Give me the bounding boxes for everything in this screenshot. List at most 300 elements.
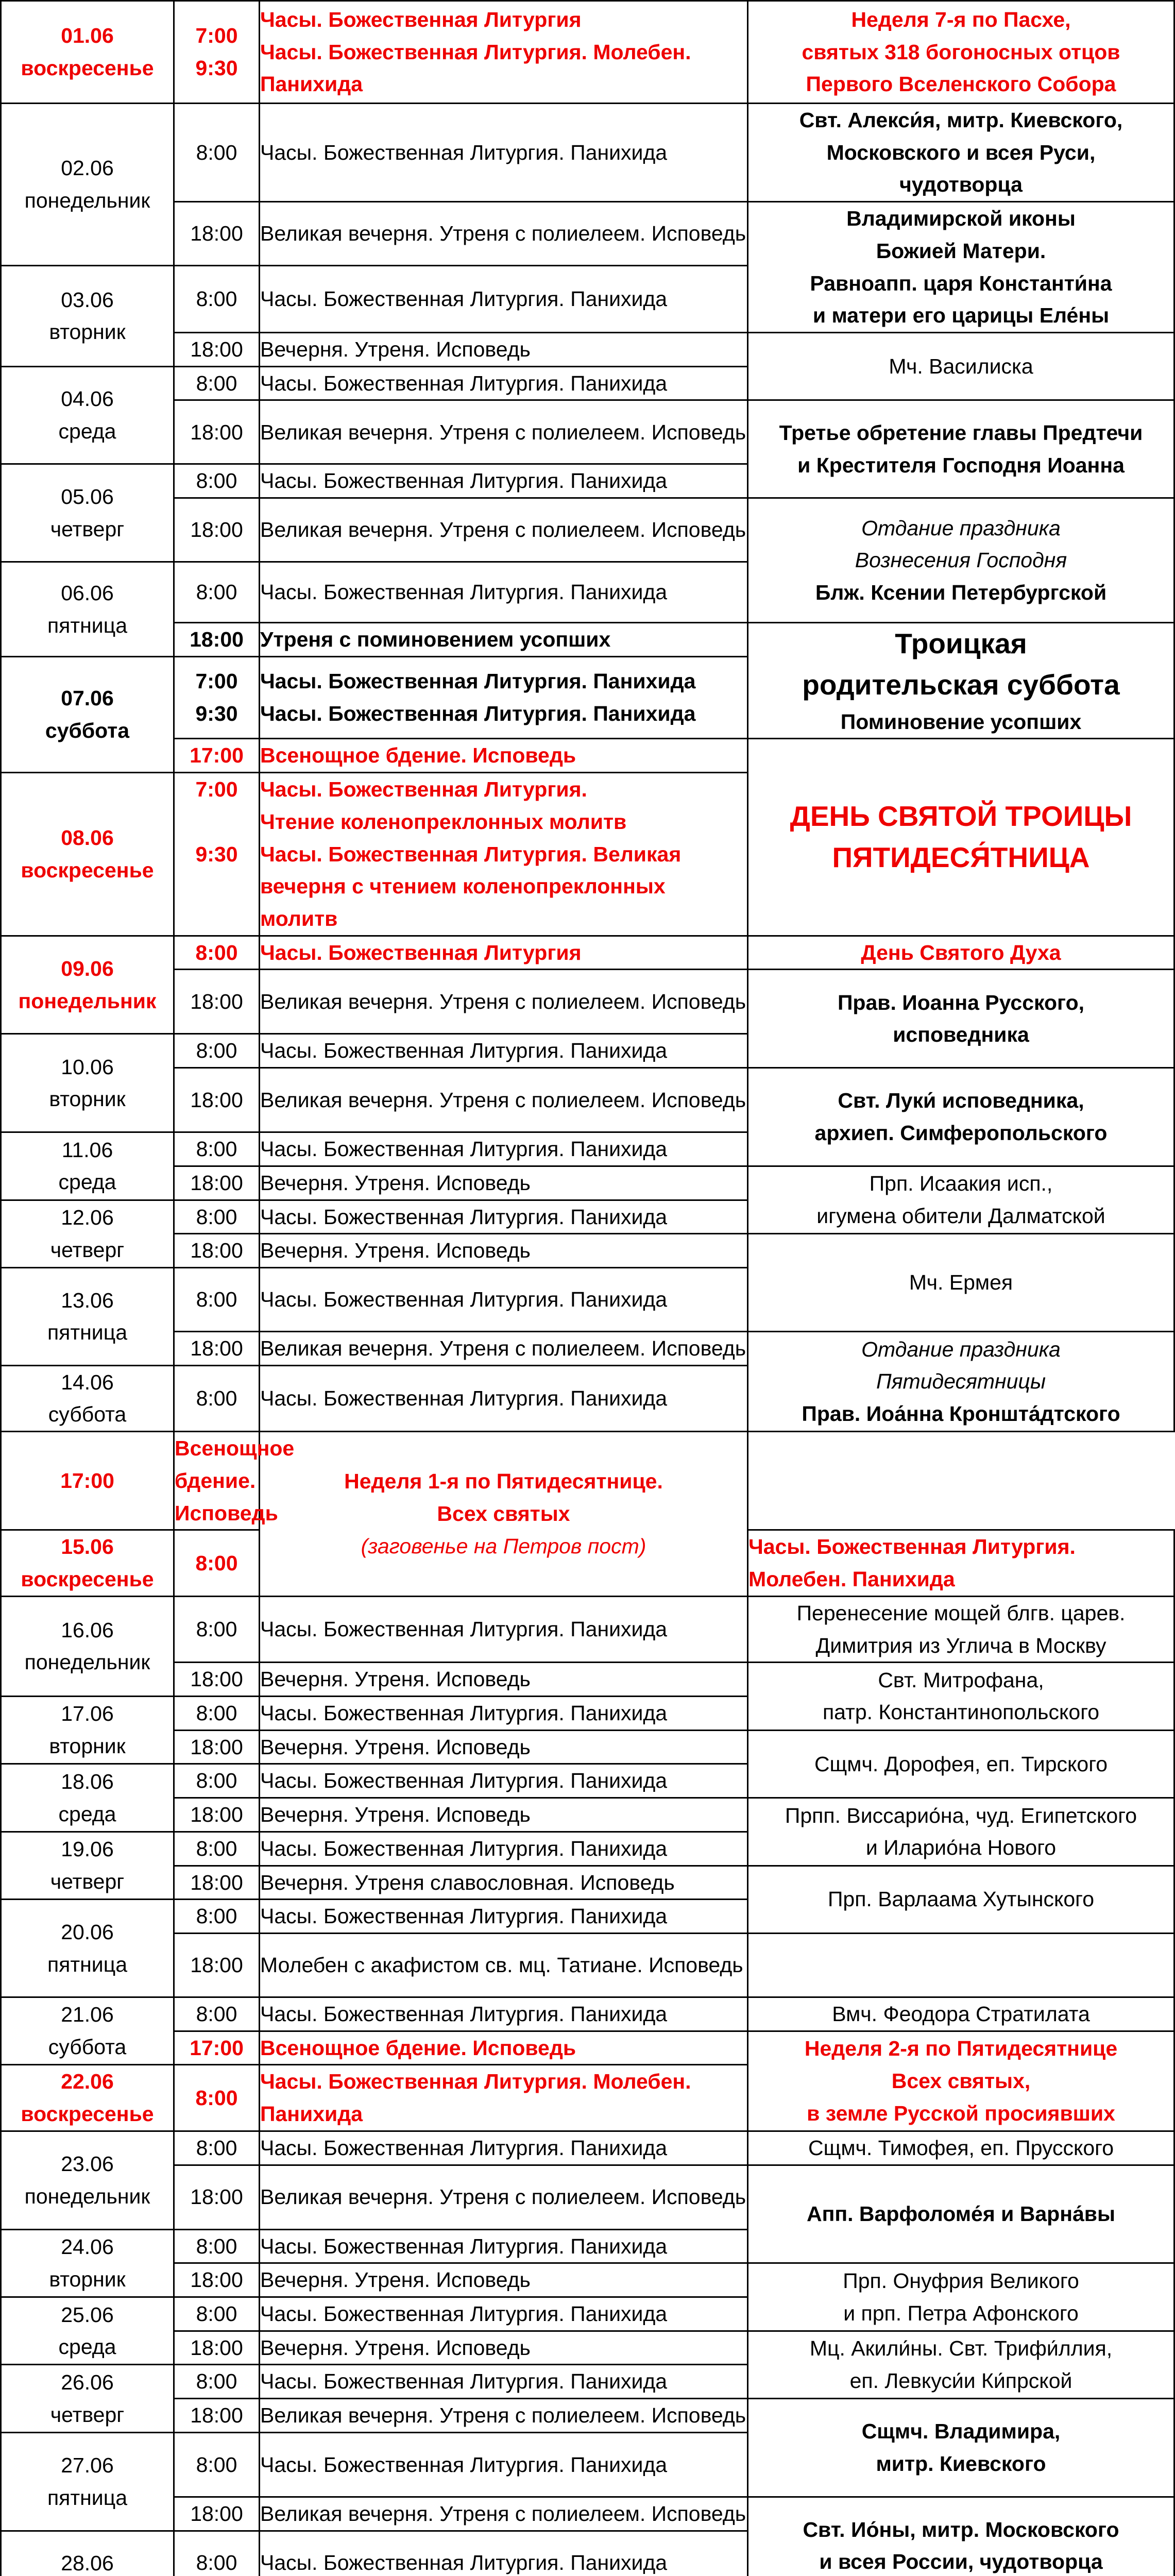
feast-cell [748, 104, 1174, 202]
service-cell [260, 1068, 748, 1132]
service-description: Часы. Божественная Литургия. Панихида [260, 665, 747, 698]
service-description: Часы. Божественная Литургия. Панихида [260, 576, 747, 608]
weekday-label: четверг [2, 1234, 173, 1266]
service-time: 8:00 [175, 2449, 259, 2481]
service-time: 18:00 [175, 416, 259, 449]
date-label: 15.06 [2, 1531, 173, 1563]
date-cell [1, 1832, 174, 1899]
feast-cell [260, 1432, 748, 1597]
service-time: 8:00 [175, 1998, 259, 2030]
service-cell [260, 1866, 748, 1900]
date-label: 26.06 [2, 2366, 173, 2399]
service-description: Великая вечерня. Утреня с полиелеем. Исповедь [260, 986, 747, 1018]
weekday-label: понедельник [2, 1646, 173, 1679]
service-cell [748, 1530, 1174, 1596]
feast-line: Прп. Онуфрия Великого [748, 2265, 1173, 2297]
service-time: 18:00 [175, 217, 259, 250]
time-cell [174, 656, 260, 739]
weekday-label: среда [2, 1798, 173, 1831]
date-label: 02.06 [2, 152, 173, 184]
feast-line: исповедника [748, 1019, 1173, 1051]
date-cell [1, 266, 174, 367]
service-time: 18:00 [175, 1731, 259, 1764]
service-description: Часы. Божественная Литургия. Молебен. Панихида [260, 36, 747, 100]
time-cell [174, 1068, 260, 1132]
weekday-label: среда [2, 2331, 173, 2363]
service-cell [260, 1933, 748, 1997]
date-cell [1, 2297, 174, 2365]
time-cell [174, 1530, 260, 1596]
time-cell [174, 1268, 260, 1332]
weekday-label: пятница [2, 1948, 173, 1981]
feast-line: Всех святых, [748, 2065, 1173, 2097]
weekday-label: пятница [2, 609, 173, 642]
service-time: 18:00 [175, 1332, 259, 1365]
time-cell [174, 1730, 260, 1764]
schedule-row [1, 739, 1174, 773]
service-time: 8:00 [175, 2230, 259, 2263]
feast-line: Третье обретение главы Предтечи [748, 417, 1173, 449]
weekday-label: суббота [2, 2031, 173, 2063]
service-cell [260, 1234, 748, 1268]
service-description: Вечерня. Утреня. Исповедь [260, 1167, 747, 1199]
feast-cell [748, 2399, 1174, 2497]
feast-cell [748, 1596, 1174, 1662]
date-label: 17.06 [2, 1698, 173, 1730]
service-description: Часы. Божественная Литургия. Панихида [260, 1382, 747, 1415]
service-time: 8:00 [175, 576, 259, 608]
feast-cell [748, 1, 1174, 104]
feast-line: Вмч. Феодора Стратилата [748, 1998, 1173, 2030]
schedule-row [1, 1332, 1174, 1366]
service-cell [260, 1596, 748, 1662]
weekday-label: четверг [2, 2399, 173, 2431]
service-description: Часы. Божественная Литургия [260, 4, 747, 36]
service-description: Утреня с поминовением усопших [260, 623, 747, 656]
service-cell [260, 1696, 748, 1730]
service-cell [260, 366, 748, 400]
service-cell [260, 773, 748, 936]
date-cell [1, 1997, 174, 2064]
service-description: Вечерня. Утреня. Исповедь [260, 1731, 747, 1764]
date-label: 22.06 [2, 2065, 173, 2098]
service-time: 18:00 [175, 2498, 259, 2530]
schedule-row [1, 104, 1174, 202]
date-cell [1, 1900, 174, 1997]
date-label: 11.06 [2, 1134, 173, 1166]
service-description: Часы. Божественная Литургия. [260, 773, 747, 806]
date-cell [1, 1365, 174, 1431]
service-time: 8:00 [175, 2132, 259, 2164]
weekday-label: понедельник [2, 184, 173, 217]
feast-cell [748, 1663, 1174, 1730]
time-cell [174, 1696, 260, 1730]
feast-cell [748, 1332, 1174, 1432]
date-cell [1, 2131, 174, 2229]
feast-cell [748, 2331, 1174, 2398]
feast-line: Равноапп. царя Константи́на [748, 267, 1173, 300]
service-cell [260, 1997, 748, 2031]
weekday-label: суббота [2, 1398, 173, 1431]
feast-cell [748, 1933, 1174, 1997]
feast-cell [748, 1166, 1174, 1233]
feast-line: Сщмч. Владимира, [748, 2415, 1173, 2448]
service-description: молитв [260, 903, 747, 935]
time-cell [174, 739, 260, 773]
time-cell [174, 400, 260, 464]
feast-line: День Святого Духа [748, 937, 1173, 969]
date-cell [1, 2531, 174, 2576]
service-cell [260, 2399, 748, 2433]
feast-cell [748, 2131, 1174, 2165]
service-cell [260, 970, 748, 1034]
service-cell [260, 1663, 748, 1697]
schedule-row [1, 1234, 1174, 1268]
service-time: 9:30 [175, 838, 259, 871]
schedule-row [1, 1798, 1174, 1832]
feast-line: Поминовение усопших [748, 706, 1173, 738]
service-time: 8:00 [175, 1765, 259, 1797]
time-cell [174, 333, 260, 367]
time-cell [174, 2331, 260, 2365]
time-cell [174, 936, 260, 970]
service-description: Часы. Божественная Литургия. Панихида [260, 2132, 747, 2164]
date-cell [1, 1530, 174, 1596]
service-description: Великая вечерня. Утреня с полиелеем. Исповедь [260, 416, 747, 449]
service-description: Вечерня. Утреня. Исповедь [260, 333, 747, 366]
service-time: 8:00 [175, 2365, 259, 2398]
feast-cell [748, 333, 1174, 400]
schedule-row [1, 400, 1174, 464]
weekday-label: суббота [2, 715, 173, 747]
date-cell [1, 104, 174, 266]
feast-line: Владимирской иконы [748, 202, 1173, 235]
date-label: 07.06 [2, 682, 173, 715]
service-description: Часы. Божественная Литургия. Панихида [260, 1998, 747, 2030]
schedule-row [1, 2331, 1174, 2365]
feast-line: Апп. Варфоломе́я и Варна́вы [748, 2198, 1173, 2230]
feast-line: игумена обители Далматской [748, 1200, 1173, 1232]
service-description: Часы. Божественная Литургия. Панихида [260, 1765, 747, 1797]
service-description: Часы. Божественная Литургия. Панихида [260, 2298, 747, 2330]
service-cell [260, 1, 748, 104]
service-time: 18:00 [175, 1663, 259, 1696]
service-cell [260, 2263, 748, 2297]
feast-cell [748, 623, 1174, 739]
service-time: 17:00 [175, 739, 259, 772]
service-description: Часы. Божественная Литургия [260, 937, 747, 969]
service-cell [260, 2497, 748, 2531]
service-cell [174, 1432, 260, 1530]
service-time: 18:00 [175, 1167, 259, 1199]
date-label: 03.06 [2, 284, 173, 316]
service-time: 18:00 [175, 1867, 259, 1899]
date-label: 19.06 [2, 1833, 173, 1866]
time-cell [174, 1234, 260, 1268]
schedule-row [1, 202, 1174, 266]
service-description: Часы. Божественная Литургия. Панихида [260, 1697, 747, 1730]
time-cell [174, 2497, 260, 2531]
feast-cell [748, 1997, 1174, 2031]
time-cell [174, 1596, 260, 1662]
feast-line: Свт. Луки́ исповедника, [748, 1084, 1173, 1117]
feast-line: Прп. Варлаама Хутынского [748, 1883, 1173, 1916]
schedule-row [1, 2399, 1174, 2433]
date-cell [1, 1696, 174, 1764]
service-time: 7:00 [175, 665, 259, 698]
date-label: 28.06 [2, 2547, 173, 2576]
service-time: 9:30 [175, 52, 259, 84]
feast-line: Неделя 2-я по Пятидесятнице [748, 2032, 1173, 2065]
service-time: 18:00 [175, 1084, 259, 1116]
date-cell [1, 1596, 174, 1696]
service-cell [260, 1132, 748, 1166]
service-cell [260, 1365, 748, 1431]
service-time: 8:00 [175, 2298, 259, 2330]
date-label: 24.06 [2, 2231, 173, 2263]
service-time: 7:00 [175, 20, 259, 52]
feast-line: Прав. Иоанна Русского, [748, 987, 1173, 1019]
service-cell [260, 1730, 748, 1764]
service-cell [260, 2229, 748, 2263]
feast-cell [748, 739, 1174, 936]
feast-line: и всея России, чудотворца [748, 2546, 1173, 2576]
service-description: Часы. Божественная Литургия. Панихида [260, 1613, 747, 1646]
date-label: 16.06 [2, 1614, 173, 1647]
service-description: Часы. Божественная Литургия. Панихида [260, 465, 747, 497]
date-cell [1, 464, 174, 562]
time-cell [174, 2365, 260, 2399]
service-time: 8:00 [175, 1547, 259, 1580]
date-cell [1, 2365, 174, 2432]
weekday-label: понедельник [2, 985, 173, 1018]
schedule-row [1, 623, 1174, 657]
weekday-label: среда [2, 415, 173, 448]
date-cell [1, 1268, 174, 1366]
service-cell [260, 400, 748, 464]
time-cell [174, 104, 260, 202]
date-label: 13.06 [2, 1284, 173, 1317]
service-cell [260, 936, 748, 970]
service-time: 18:00 [175, 623, 259, 656]
date-cell [1, 1034, 174, 1132]
feast-line: Мч. Василиска [748, 350, 1173, 383]
time-cell [174, 1663, 260, 1697]
feast-line: Сщмч. Дорофея, еп. Тирского [748, 1748, 1173, 1781]
service-cell [260, 2331, 748, 2365]
feast-line: ПЯТИДЕСЯ́ТНИЦА [748, 837, 1173, 878]
service-cell [260, 464, 748, 498]
service-cell [260, 656, 748, 739]
service-cell [260, 2297, 748, 2331]
service-time: 18:00 [175, 1949, 259, 1981]
weekday-label: четверг [2, 1866, 173, 1898]
date-cell [1, 366, 174, 464]
service-time: 8:00 [175, 937, 259, 969]
service-description: Великая вечерня. Утреня с полиелеем. Исповедь [260, 1332, 747, 1365]
service-cell [260, 202, 748, 266]
feast-line: Московского и всея Руси, [748, 137, 1173, 169]
time-cell [174, 464, 260, 498]
date-label: 25.06 [2, 2299, 173, 2331]
feast-line: еп. Левкуси́и Ки́прской [748, 2365, 1173, 2397]
service-description: Часы. Божественная Литургия. Панихида [260, 367, 747, 400]
service-cell [260, 1832, 748, 1866]
service-cell [260, 2031, 748, 2065]
service-description: Часы. Божественная Литургия. Великая [260, 838, 747, 871]
service-time [175, 870, 259, 903]
date-label: 08.06 [2, 822, 173, 854]
feast-cell [748, 1234, 1174, 1332]
schedule-row [1, 2497, 1174, 2531]
service-cell [260, 266, 748, 333]
service-time: 8:00 [175, 1900, 259, 1933]
time-cell [174, 2263, 260, 2297]
service-time: 8:00 [175, 2082, 259, 2114]
feast-line: архиеп. Симферопольского [748, 1117, 1173, 1149]
date-label: 06.06 [2, 577, 173, 609]
schedule-row [1, 333, 1174, 367]
date-cell [1, 1200, 174, 1267]
service-cell [260, 2165, 748, 2229]
time-cell [174, 2031, 260, 2065]
schedule-row [1, 1997, 1174, 2031]
feast-line: родительская суббота [748, 665, 1173, 706]
feast-line: патр. Константинопольского [748, 1696, 1173, 1728]
service-time: 18:00 [175, 986, 259, 1018]
service-time: 9:30 [175, 698, 259, 730]
weekday-label: воскресенье [2, 854, 173, 887]
date-label: 04.06 [2, 383, 173, 415]
feast-line: Первого Вселенского Собора [748, 68, 1173, 100]
time-cell [174, 1933, 260, 1997]
feast-cell [748, 2031, 1174, 2131]
service-cell [260, 333, 748, 367]
feast-line: Свт. Ио́ны, митр. Московского [748, 2514, 1173, 2546]
schedule-row [1, 2263, 1174, 2297]
service-time: 8:00 [175, 1833, 259, 1865]
service-description: Часы. Божественная Литургия. Панихида [260, 1900, 747, 1933]
weekday-label: вторник [2, 1083, 173, 1115]
service-description: Всенощное бдение. Исповедь [175, 1432, 259, 1529]
time-cell [174, 1764, 260, 1798]
time-cell [174, 202, 260, 266]
service-cell [260, 623, 748, 657]
feast-line: Неделя 1-я по Пятидесятнице. [260, 1465, 747, 1498]
feast-cell [748, 202, 1174, 333]
feast-line: Перенесение мощей блгв. царев. [748, 1597, 1173, 1630]
time-cell [174, 2229, 260, 2263]
service-time: 18:00 [175, 2399, 259, 2432]
time-cell [174, 1332, 260, 1366]
date-cell [1, 773, 174, 936]
schedule-row [1, 2165, 1174, 2229]
feast-line: чудотворца [748, 168, 1173, 201]
service-description: Чтение коленопреклонных молитв [260, 806, 747, 838]
feast-cell [748, 936, 1174, 970]
schedule-row [1, 498, 1174, 562]
time-cell [174, 2531, 260, 2576]
service-time: 18:00 [175, 2332, 259, 2364]
service-time: 17:00 [175, 2032, 259, 2064]
feast-line: Отдание праздника [748, 1333, 1173, 1366]
service-description: Великая вечерня. Утреня с полиелеем. Исповедь [260, 217, 747, 250]
service-description: Великая вечерня. Утреня с полиелеем. Исповедь [260, 1084, 747, 1116]
time-cell [174, 1166, 260, 1200]
date-cell [1, 2432, 174, 2531]
service-time: 18:00 [175, 514, 259, 546]
date-label: 27.06 [2, 2449, 173, 2482]
service-time [175, 806, 259, 838]
time-cell [174, 2165, 260, 2229]
service-time: 8:00 [175, 465, 259, 497]
date-cell [1, 2065, 174, 2131]
feast-cell [748, 2263, 1174, 2331]
time-cell [174, 2399, 260, 2433]
service-cell [260, 1332, 748, 1366]
service-cell [260, 1900, 748, 1934]
service-time: 8:00 [175, 1201, 259, 1233]
service-cell [260, 562, 748, 623]
weekday-label: понедельник [2, 2180, 173, 2213]
date-label: 10.06 [2, 1051, 173, 1083]
date-cell [1, 2229, 174, 2297]
weekday-label: вторник [2, 1730, 173, 1762]
date-cell [1, 562, 174, 657]
service-description: Часы. Божественная Литургия. Панихида [260, 1201, 747, 1233]
time-cell [174, 562, 260, 623]
feast-line: Отдание праздника [748, 512, 1173, 545]
service-description: Вечерня. Утреня славословная. Исповедь [260, 1867, 747, 1899]
service-description: Молебен с акафистом св. мц. Татиане. Исповедь [260, 1949, 747, 1981]
time-cell [1, 1432, 174, 1530]
feast-line: и Иларио́на Нового [748, 1832, 1173, 1864]
time-cell [174, 1365, 260, 1431]
service-time: 8:00 [175, 1382, 259, 1415]
service-time: 8:00 [175, 2547, 259, 2576]
service-description: Часы. Божественная Литургия. Панихида [260, 2547, 747, 2576]
feast-line: Божией Матери. [748, 235, 1173, 267]
time-cell [174, 1997, 260, 2031]
date-cell [1, 656, 174, 772]
service-time: 8:00 [175, 1613, 259, 1646]
time-cell [174, 1132, 260, 1166]
feast-line: (заговенье на Петров пост) [260, 1530, 747, 1563]
service-description: Часы. Божественная Литургия. Панихида [260, 698, 747, 730]
service-description: Часы. Божественная Литургия. Панихида [260, 2230, 747, 2263]
service-description: Вечерня. Утреня. Исповедь [260, 1663, 747, 1696]
service-description: Вечерня. Утреня. Исповедь [260, 1799, 747, 1831]
schedule-row [1, 1166, 1174, 1200]
weekday-label: четверг [2, 513, 173, 546]
date-label: 12.06 [2, 1201, 173, 1234]
feast-line: Прпп. Виссарио́на, чуд. Египетского [748, 1800, 1173, 1832]
time-cell [174, 1866, 260, 1900]
service-time: 18:00 [175, 2181, 259, 2213]
schedule-row [1, 1730, 1174, 1764]
feast-line: Вознесения Господня [748, 544, 1173, 577]
service-description: Часы. Божественная Литургия. Молебен. Панихида [260, 2065, 747, 2130]
feast-cell [748, 2497, 1174, 2576]
feast-cell [748, 1730, 1174, 1798]
service-cell [260, 2065, 748, 2131]
feast-cell [748, 970, 1174, 1068]
feast-line: и прп. Петра Афонского [748, 2297, 1173, 2330]
feast-line: Прав. Иоа́нна Кроншта́дтского [748, 1398, 1173, 1430]
feast-line: Мч. Ермея [748, 1266, 1173, 1299]
time-cell [174, 623, 260, 657]
time-cell [174, 1200, 260, 1234]
